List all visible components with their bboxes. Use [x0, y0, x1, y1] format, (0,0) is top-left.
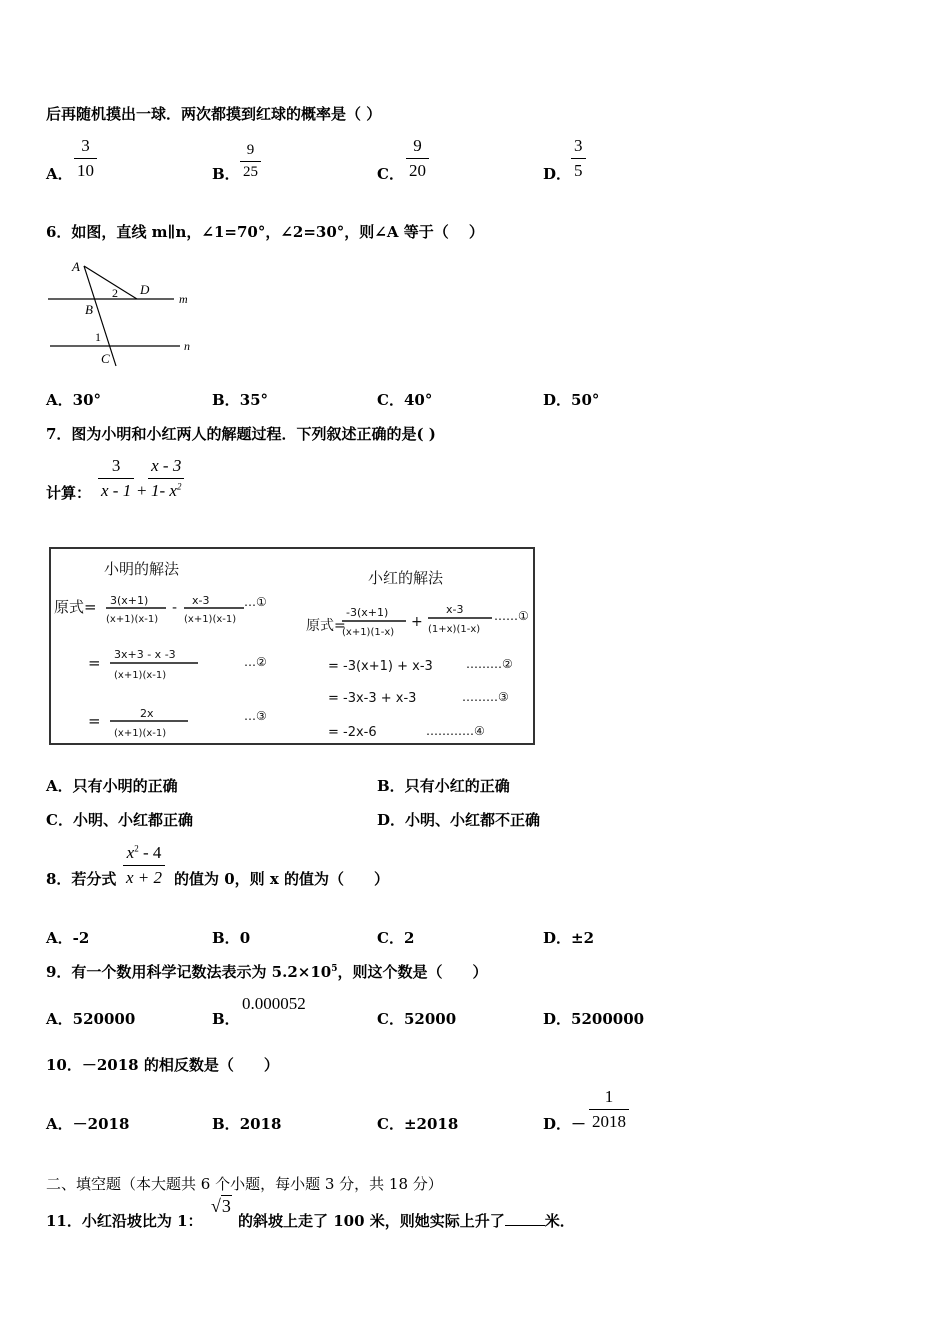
q7-option-d [377, 809, 540, 830]
radical-sign: √ [211, 1196, 221, 1216]
q5-option-d-fraction [571, 136, 586, 180]
label-angle-2: 2 [112, 286, 118, 300]
option-text: -2 [72, 929, 90, 947]
option-text: 2 [403, 929, 415, 947]
q10-option-c [377, 1113, 458, 1134]
denominator: 10 [74, 158, 97, 181]
option-text: － [571, 1115, 587, 1133]
q10-option-d [543, 1113, 586, 1134]
q5-option-c-label: C． [377, 165, 404, 183]
xh-mark4: …………④ [426, 724, 485, 738]
q6-figure [44, 256, 204, 368]
option-label: D． [543, 929, 572, 947]
xh-s1b-num: x-3 [446, 603, 464, 616]
q10-stem: 10．－2018 的相反数是（ ） [46, 1056, 279, 1074]
q9-option-b-label: B． [212, 1010, 240, 1028]
label-m: m [179, 292, 188, 306]
q9-option-d [543, 1008, 644, 1029]
option-text: 40° [403, 391, 433, 409]
xh-s1a-num: -3(x+1) [346, 606, 389, 619]
xm-s1b-num: x-3 [192, 594, 210, 607]
label-angle-1: 1 [95, 330, 101, 344]
q10-option-a [46, 1113, 129, 1134]
option-text: 30° [72, 391, 102, 409]
numerator: 9 [246, 142, 255, 158]
q8-option-d [543, 927, 594, 948]
q5-option-a-label: A． [46, 165, 73, 183]
option-label: A． [46, 777, 73, 795]
numerator: 3 [111, 456, 121, 475]
option-label: B． [212, 391, 240, 409]
denominator: 25 [240, 161, 261, 181]
option-label: C． [377, 929, 404, 947]
option-text: 只有小明的正确 [72, 777, 178, 795]
q6-option-c [377, 389, 432, 410]
q7-solution-image [48, 546, 536, 746]
xm-s1b-den: (x+1)(x-1) [184, 614, 237, 625]
numerator: 1 [604, 1087, 614, 1106]
suffix-a: 的斜坡上走了 100 米，则她实际上升了 [238, 1212, 505, 1230]
q5-option-b-label: B． [212, 165, 240, 183]
xiaohong-title: 小红的解法 [368, 569, 444, 587]
q8-option-a [46, 927, 89, 948]
xm-s1-op: - [172, 600, 178, 616]
xm-s3-num: 2x [140, 707, 154, 720]
q6-option-b [212, 389, 268, 410]
option-text: 35° [239, 391, 269, 409]
numerator: 3 [81, 136, 90, 155]
option-label: C． [46, 811, 73, 829]
option-text: 0 [239, 929, 251, 947]
section-2-title: 二、填空题（本大题共 6 个小题，每小题 3 分，共 18 分） [46, 1175, 443, 1193]
q7-option-a [46, 775, 178, 796]
option-label: B． [212, 1115, 240, 1133]
denominator: x - 1 [98, 478, 134, 501]
numerator: 9 [413, 136, 422, 155]
numerator: x - 3 [151, 456, 182, 475]
q11-radical [211, 1196, 232, 1217]
option-label: D． [377, 811, 406, 829]
option-label: C． [377, 391, 404, 409]
q7-option-b [377, 775, 510, 796]
plus-sign: + [137, 481, 147, 500]
label-a: A [72, 259, 80, 274]
xh-mark1: ……① [494, 609, 529, 623]
q5-option-b-fraction [240, 142, 261, 182]
option-label: B． [212, 929, 240, 947]
q8-option-b [212, 927, 250, 948]
q8-prefix: 8．若分式 [46, 870, 117, 888]
option-label: A． [46, 1010, 73, 1028]
denominator: 2018 [589, 1109, 629, 1132]
q9-option-c [377, 1008, 456, 1029]
option-text: 52000 [403, 1010, 457, 1028]
option-label: A． [46, 929, 73, 947]
q9-option-a [46, 1008, 135, 1029]
q11-suffix [238, 1210, 575, 1231]
q7-fraction-1 [98, 456, 134, 500]
label-c: C [101, 351, 110, 366]
q10-option-b [212, 1113, 281, 1134]
xm-eq3: = [88, 712, 101, 730]
xiaohong-prefix: 原式= [306, 618, 346, 634]
stem-b: ，则这个数是（ ） [337, 963, 488, 981]
option-text: ±2 [571, 929, 595, 947]
xiaoming-prefix: 原式= [54, 598, 97, 616]
num-exponent: 2 [134, 843, 139, 854]
xm-mark3: …③ [244, 709, 267, 723]
den-exponent: 2 [176, 480, 182, 491]
denominator [148, 478, 184, 501]
label-d: D [140, 282, 150, 297]
option-text: 5200000 [571, 1010, 645, 1028]
answer-blank[interactable] [505, 1211, 545, 1226]
denominator: 20 [406, 158, 429, 181]
xh-s1-op: + [411, 614, 423, 630]
option-text: 只有小红的正确 [404, 777, 510, 795]
q8-option-c [377, 927, 414, 948]
option-label: A． [46, 391, 73, 409]
option-text: 2018 [239, 1115, 282, 1133]
q11-prefix: 11．小红沿坡比为 1： [46, 1212, 203, 1230]
xh-step4: = -2x-6 [328, 725, 377, 740]
den-base: 1- x [151, 480, 177, 500]
q9-stem [46, 961, 487, 982]
option-label: D． [543, 391, 572, 409]
label-n: n [184, 339, 190, 353]
q8-suffix: 的值为 0，则 x 的值为（ ） [174, 870, 390, 888]
line-ad [84, 266, 137, 299]
q5-stem: 后再随机摸出一球．两次都摸到红球的概率是（ ） [46, 105, 382, 123]
q8-fraction [123, 843, 165, 887]
q5-option-c-fraction [406, 136, 429, 180]
xh-step3: = -3x-3 + x-3 [328, 691, 417, 706]
option-text: 小明、小红都正确 [72, 811, 193, 829]
denominator: x + 2 [123, 865, 165, 888]
option-text: 小明、小红都不正确 [405, 811, 541, 829]
q5-option-a-fraction [74, 136, 97, 180]
num-base: x [126, 843, 135, 862]
option-text: 50° [571, 391, 600, 409]
xm-mark2: …② [244, 655, 267, 669]
xm-s3-den: (x+1)(x-1) [114, 728, 167, 739]
option-label: C． [377, 1115, 404, 1133]
option-label: B． [377, 777, 405, 795]
stem-exponent: 5 [331, 964, 338, 974]
xm-s1a-den: (x+1)(x-1) [106, 614, 159, 625]
xm-s2-num: 3x+3 - x -3 [114, 648, 176, 661]
option-text: ±2018 [403, 1115, 459, 1133]
xm-s2-den: (x+1)(x-1) [114, 670, 167, 681]
q6-stem: 6．如图，直线 m∥n，∠1=70°，∠2=30°，则∠A 等于（ ） [46, 223, 484, 241]
q6-option-a [46, 389, 101, 410]
q7-stem: 7．图为小明和小红两人的解题过程．下列叙述正确的是( ) [46, 425, 436, 443]
xm-eq2: = [88, 654, 101, 672]
q6-option-d [543, 389, 599, 410]
q9-option-b-text: 0.000052 [242, 994, 306, 1013]
numerator: 3 [574, 136, 583, 155]
xiaoming-title: 小明的解法 [104, 560, 180, 578]
q7-option-c [46, 809, 193, 830]
xh-mark3: ………③ [462, 690, 509, 704]
num-rest: - 4 [138, 843, 162, 862]
option-text: 520000 [72, 1010, 136, 1028]
xh-s1a-den: (x+1)(1-x) [342, 627, 395, 638]
option-text: －2018 [72, 1115, 130, 1133]
option-label: C． [377, 1010, 404, 1028]
q7-fraction-2 [148, 456, 184, 500]
q7-calc-label: 计算： [46, 484, 92, 502]
radicand: 3 [221, 1196, 231, 1216]
stem-a: 9．有一个数用科学记数法表示为 5.2×10 [46, 963, 332, 981]
q5-option-d-label: D． [543, 165, 572, 183]
label-b: B [85, 302, 93, 317]
option-label: D． [543, 1115, 572, 1133]
denominator: 5 [571, 158, 586, 181]
numerator [124, 843, 165, 865]
suffix-b: 米． [544, 1212, 575, 1230]
xh-mark2: ………② [466, 657, 513, 671]
xh-step2: = -3(x+1) + x-3 [328, 659, 433, 674]
xm-s1a-num: 3(x+1) [110, 594, 149, 607]
xm-mark1: …① [244, 595, 267, 609]
xh-s1b-den: (1+x)(1-x) [428, 624, 481, 635]
q10-option-d-fraction [589, 1087, 629, 1131]
option-label: A． [46, 1115, 73, 1133]
option-label: D． [543, 1010, 572, 1028]
